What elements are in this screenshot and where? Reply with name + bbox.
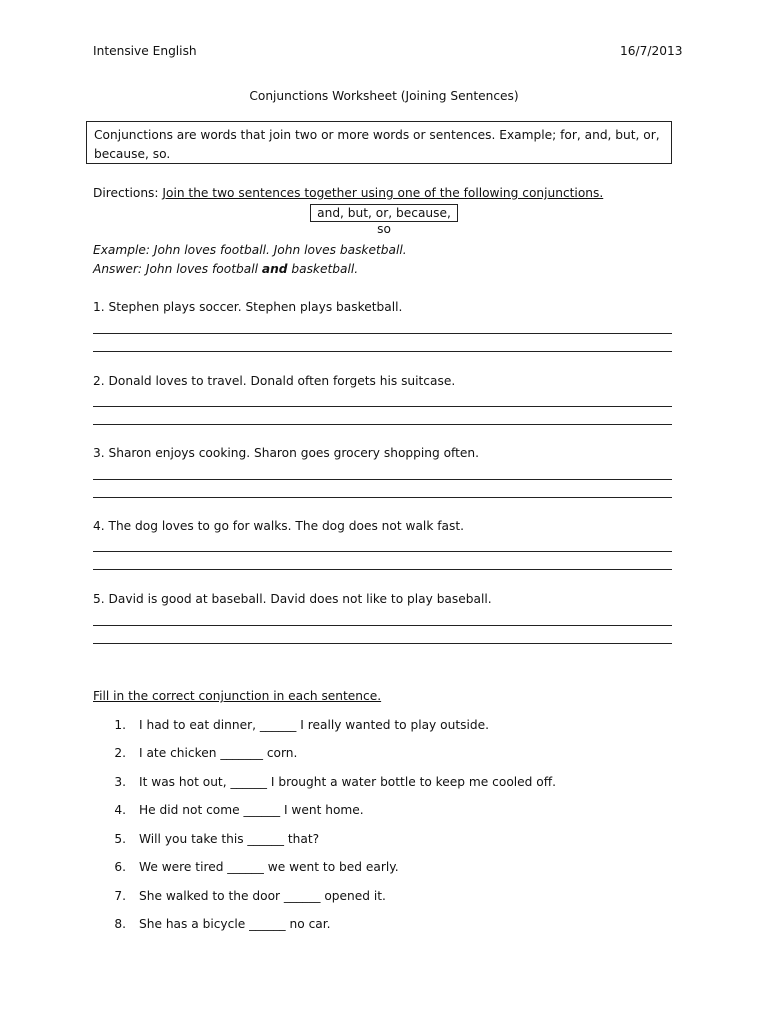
course-name: Intensive English [93,44,197,58]
example-answer-suffix: basketball. [291,262,359,276]
answer-line[interactable] [93,424,672,425]
directions [93,186,603,200]
worksheet-date: 16/7/2013 [620,44,683,58]
conjunction-list-box [310,204,458,236]
directions-text: Join the two sentences together using one of the following conjunctions. [162,186,604,200]
answer-line[interactable] [93,333,672,334]
definition-text: Conjunctions are words that join two or more words or sentences. Example; for, and, but, or, because, so. [94,128,660,161]
fill-in-number: 3. [114,775,126,789]
answer-line[interactable] [93,625,672,626]
answer-line[interactable] [93,351,672,352]
fill-in-sentence: We were tired ______ we went to bed early. [139,860,399,874]
example-answer-conjunction: and [261,262,288,276]
directions-label: Directions: [93,186,159,200]
answer-line[interactable] [93,406,672,407]
fill-in-number: 4. [114,803,126,817]
fill-in-number: 1. [114,718,126,732]
question-4: 4. The dog loves to go for walks. The dog does not walk fast. [93,519,465,533]
answer-line[interactable] [93,643,672,644]
fill-in-title: Fill in the correct conjunction in each sentence. [93,689,382,703]
question-3: 3. Sharon enjoys cooking. Sharon goes grocery shopping often. [93,446,479,460]
answer-line[interactable] [93,551,672,552]
fill-in-number: 5. [114,832,126,846]
fill-in-sentence: I had to eat dinner, ______ I really wanted to play outside. [139,718,489,732]
fill-in-sentence: Will you take this ______ that? [139,832,320,846]
conjunction-list: and, but, or, because, so [317,206,451,236]
fill-in-number: 6. [114,860,126,874]
fill-in-number: 7. [114,889,126,903]
question-2: 2. Donald loves to travel. Donald often forgets his suitcase. [93,374,456,388]
definition-box [86,121,672,164]
example-question: Example: John loves football. John loves basketball. [93,243,407,257]
fill-in-sentence: He did not come ______ I went home. [139,803,364,817]
question-5: 5. David is good at baseball. David does not like to play baseball. [93,592,492,606]
fill-in-sentence: She has a bicycle ______ no car. [139,917,331,931]
fill-in-sentence: I ate chicken _______ corn. [139,746,298,760]
answer-line[interactable] [93,569,672,570]
page-title: Conjunctions Worksheet (Joining Sentences) [249,89,519,103]
fill-in-sentence: It was hot out, ______ I brought a water bottle to keep me cooled off. [139,775,556,789]
fill-in-sentence: She walked to the door ______ opened it. [139,889,386,903]
answer-line[interactable] [93,479,672,480]
fill-in-number: 8. [114,917,126,931]
question-1: 1. Stephen plays soccer. Stephen plays basketball. [93,300,403,314]
example-answer-prefix: Answer: John loves football [93,262,258,276]
answer-line[interactable] [93,497,672,498]
fill-in-number: 2. [114,746,126,760]
example-answer [93,262,358,276]
